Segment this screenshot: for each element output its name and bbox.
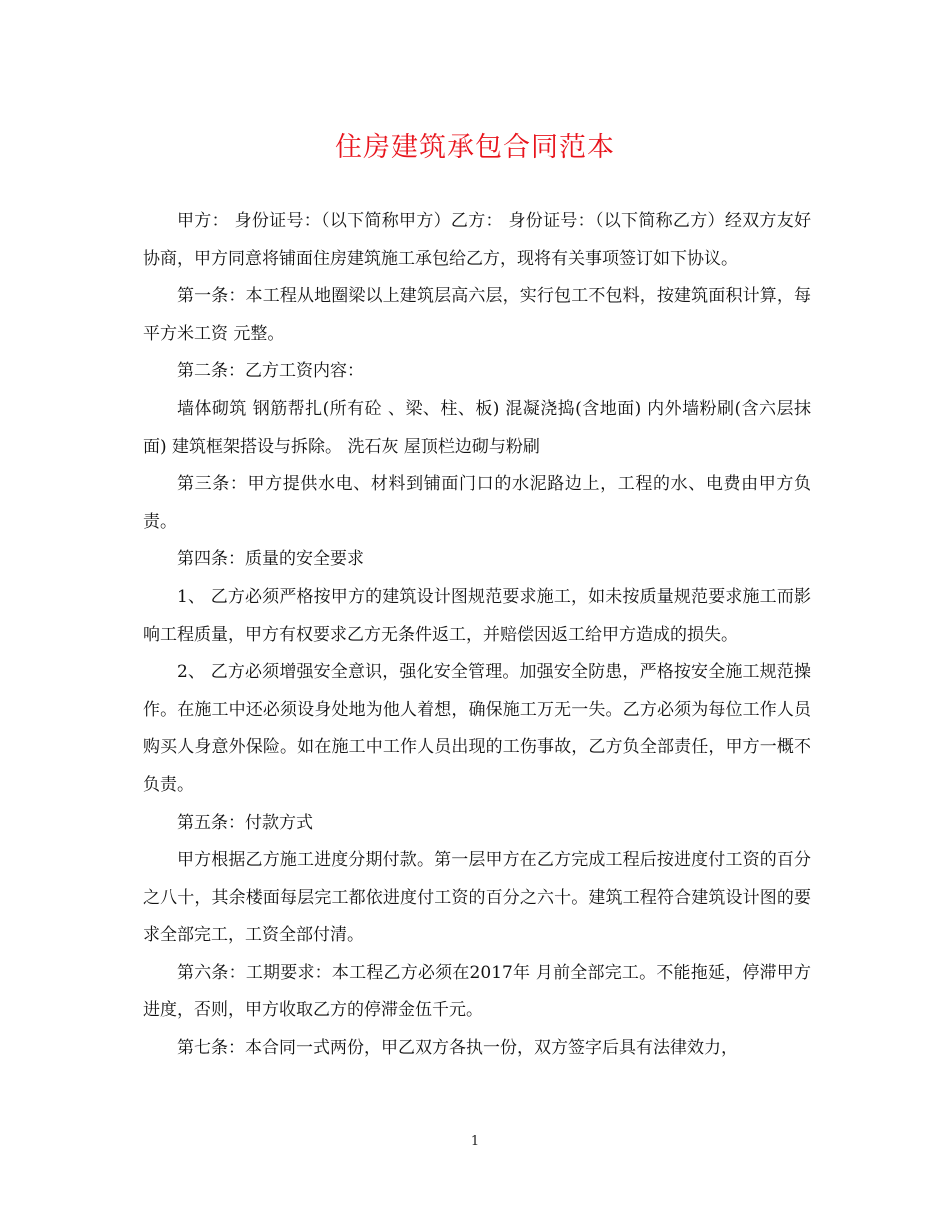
paragraph-wage-items: 墙体砌筑 钢筋帮扎(所有砼 、梁、柱、板) 混凝浇捣(含地面) 内外墙粉刷(含六层抹面) 建筑框架搭设与拆除。 洗石灰 屋顶栏边砌与粉刷 xyxy=(143,398,811,457)
document-body xyxy=(143,203,811,1068)
paragraph-intro: 甲方： 身份证号：（以下简称甲方）乙方： 身份证号：（以下简称乙方）经双方友好协商，甲方同意将铺面住房建筑施工承包给乙方，现将有关事项签订如下协议。 xyxy=(143,211,811,269)
document-title: 住房建筑承包合同范本 xyxy=(335,132,615,163)
paragraph-quality-clause-1: 1、 乙方必须严格按甲方的建筑设计图规范要求施工，如未按质量规范要求施工而影响工程质量，甲方有权要求乙方无条件返工，并赔偿因返工给甲方造成的损失。 xyxy=(143,586,811,645)
page-number: 1 xyxy=(470,1134,480,1149)
paragraph-article-4: 第四条：质量的安全要求 xyxy=(177,549,364,570)
paragraph-safety-clause-2: 2、 乙方必须增强安全意识，强化安全管理。加强安全防患，严格按安全施工规范操作。在施工中还必须设身处地为他人着想，确保施工万无一失。乙方必须为每位工作人员购买人身意外保险。如在施工中工作人员出现的工伤事故，乙方负全部责任，甲方一概不负责。 xyxy=(143,662,811,795)
paragraph-article-7: 第七条：本合同一式两份，甲乙双方各执一份，双方签字后具有法律效力， xyxy=(177,1038,738,1059)
paragraph-article-2: 第二条：乙方工资内容： xyxy=(177,361,364,382)
paragraph-article-5: 第五条：付款方式 xyxy=(177,812,313,833)
paragraph-article-1: 第一条：本工程从地圈梁以上建筑层高六层，实行包工不包料，按建筑面积计算，每平方米工资 元整。 xyxy=(143,286,811,344)
paragraph-article-3: 第三条：甲方提供水电、材料到铺面门口的水泥路边上，工程的水、电费由甲方负责。 xyxy=(143,474,811,532)
paragraph-article-6: 第六条：工期要求：本工程乙方必须在2017年 月前全部完工。不能拖延，停滞甲方进度，否则，甲方收取乙方的停滞金伍千元。 xyxy=(143,962,811,1021)
paragraph-payment-terms: 甲方根据乙方施工进度分期付款。第一层甲方在乙方完成工程后按进度付工资的百分之八十，其余楼面每层完工都依进度付工资的百分之六十。建筑工程符合建筑设计图的要求全部完工，工资全部付清。 xyxy=(143,850,811,946)
